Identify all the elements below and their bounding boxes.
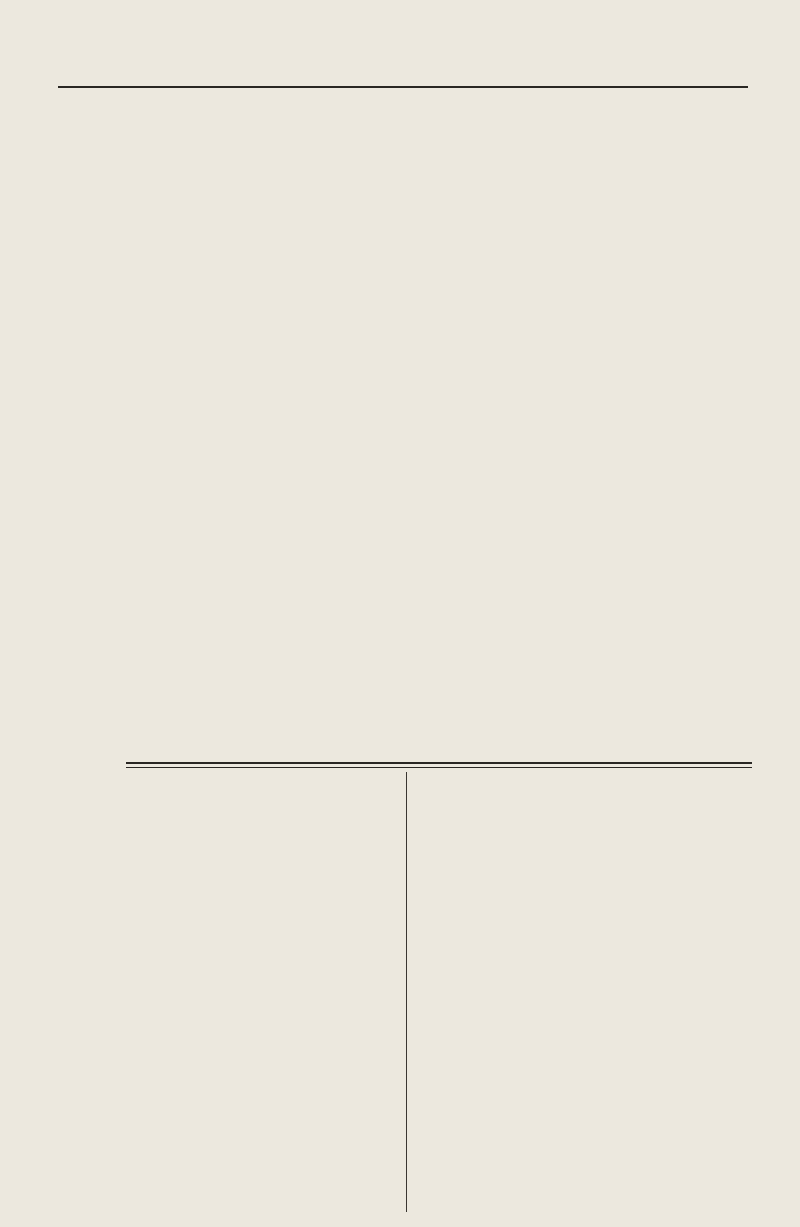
running-header: [60, 50, 748, 80]
column-divider: [406, 772, 407, 1212]
header-rule: [58, 86, 748, 88]
section-rule: [126, 762, 752, 768]
left-column: [82, 774, 396, 782]
